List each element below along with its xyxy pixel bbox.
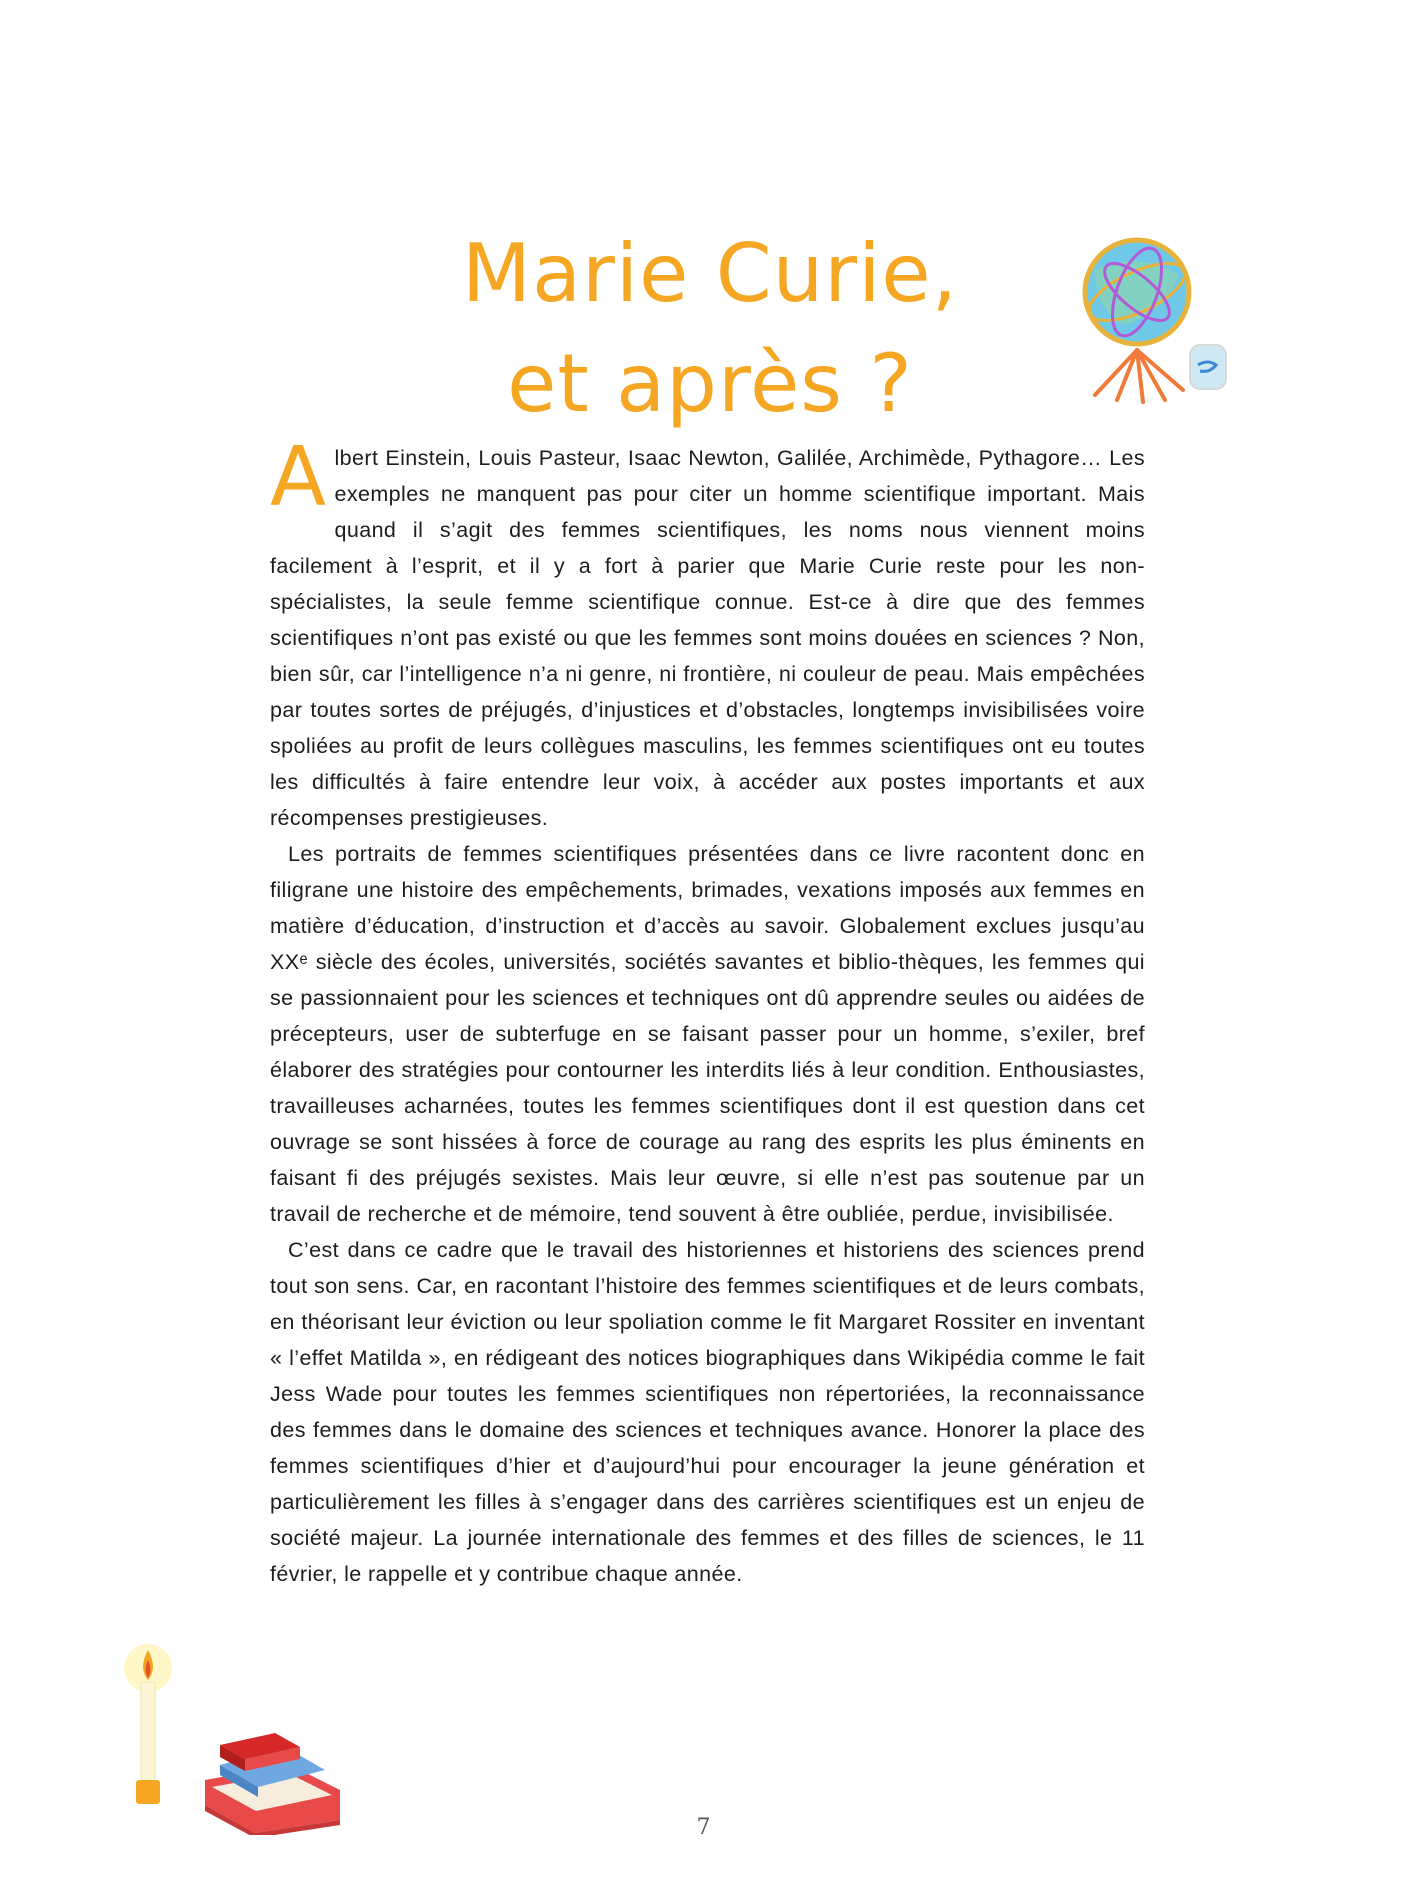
title-line-1: Marie Curie, bbox=[461, 226, 959, 320]
title-line-2: et après ? bbox=[507, 336, 913, 430]
paragraph-1 bbox=[270, 430, 1145, 836]
body-text bbox=[270, 430, 1145, 1592]
drop-cap: A bbox=[270, 430, 327, 525]
paragraph-3: C’est dans ce cadre que le travail des historiennes et historiens des sciences prend tout son sens. Car, en racontant l’histoire des femmes scientifiques et de leurs combats, en théorisant leur éviction ou leur spoliation comme le fit Margaret Rossiter en inventant « l’effet Matilda », en rédigeant des notices biographiques dans Wikipédia comme le fait Jess Wade pour toutes les femmes scientifiques non répertoriées, la reconnaissance des femmes dans le domaine des sciences et techniques avance. Honorer la place des femmes scientifiques d’hier et d’aujourd’hui pour encourager la jeune génération et particulièrement les filles à s’engager dans des carrières scientifiques est un enjeu de société majeur. La journée internationale des femmes et des filles de sciences, le 11 février, le rappelle et y contribue chaque année. bbox=[270, 1238, 1145, 1586]
page-number: 7 bbox=[696, 1815, 711, 1840]
candle-icon bbox=[118, 1640, 178, 1810]
paragraph-2: Les portraits de femmes scientifiques présentées dans ce livre racontent donc en filigrane une histoire des empêchements, brimades, vexations imposés aux femmes en matière d’éducation, d’instruction et d’accès au savoir. Globalement exclues jusqu’au XXᵉ siècle des écoles, universités, sociétés savantes et biblio-thèques, les femmes qui se passionnaient pour les sciences et techniques ont dû apprendre seules ou aidées de précepteurs, user de subterfuge en se faisant passer pour un homme, s’exiler, bref élaborer des stratégies pour contourner les interdits liés à leur condition. Enthousiastes, travailleuses acharnées, toutes les femmes scientifiques dont il est question dans cet ouvrage se sont hissées à force de courage au rang des esprits les plus éminents en faisant fi des préjugés sexistes. Mais leur œuvre, si elle n’est pas soutenue par un travail de recherche et de mémoire, tend souvent à être oubliée, perdue, invisibilisée. bbox=[270, 842, 1145, 1226]
paragraph-1-text: lbert Einstein, Louis Pasteur, Isaac Newton, Galilée, Archimède, Pythagore… Les exemples ne manquent pas pour citer un homme scientifique important. Mais quand il s’agit des femmes scientifiques, les noms nous viennent moins facilement à l’esprit, et il y a fort à parier que Marie Curie reste pour les non-spécialistes, la seule femme scientifique connue. Est-ce à dire que des femmes scientifiques n’ont pas existé ou que les femmes sont moins douées en sciences ? Non, bien sûr, car l’intelligence n’a ni genre, ni frontière, ni couleur de peau. Mais empêchées par toutes sortes de préjugés, d’injustices et d’obstacles, longtemps invisibilisées voire spoliées au profit de leurs collègues masculins, les femmes scientifiques ont eu toutes les difficultés à faire entendre leur voix, à accéder aux postes importants et aux récompenses prestigieuses. bbox=[270, 446, 1145, 830]
page-title bbox=[430, 219, 990, 439]
armillary-globe-icon bbox=[1065, 230, 1235, 410]
